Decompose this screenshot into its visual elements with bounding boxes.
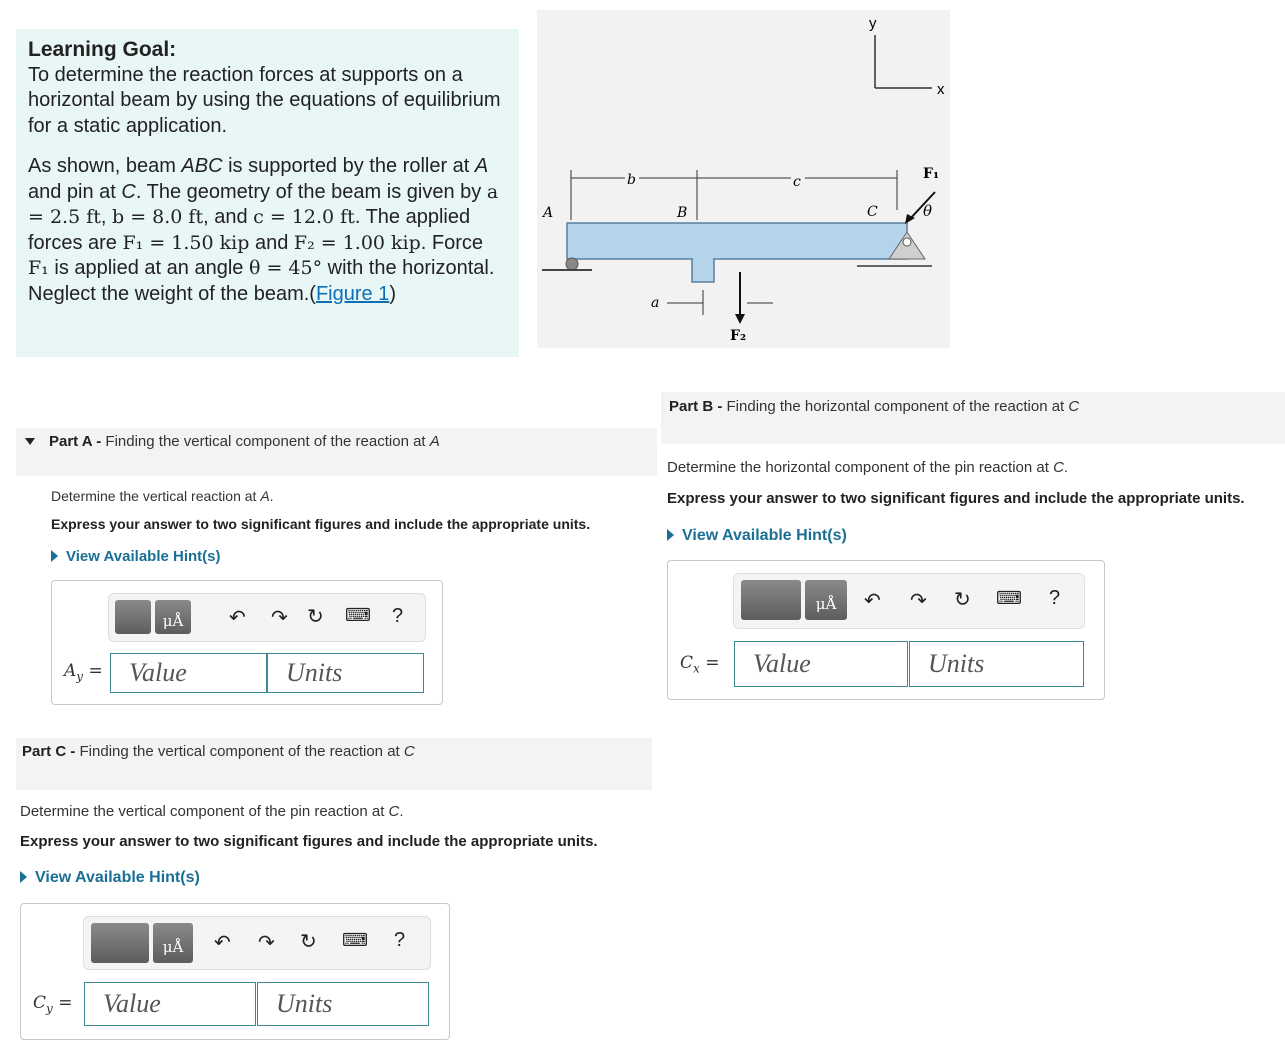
part-b-variable-label: $C_x$ = (680, 653, 720, 676)
point-b-label: B (677, 205, 688, 221)
part-a-value-input[interactable]: Value (110, 653, 267, 693)
dim-c-label: c (793, 174, 801, 190)
redo-icon[interactable]: ↷ (910, 590, 927, 612)
force-f2-label: F₂ (730, 328, 747, 344)
reset-icon[interactable]: ↻ (954, 589, 971, 611)
help-icon[interactable]: ? (1049, 587, 1061, 609)
collapse-triangle-icon[interactable] (25, 438, 35, 445)
part-b-toolbar (733, 573, 1085, 629)
part-b-units-input[interactable]: Units (909, 641, 1084, 687)
point-c-label: C (867, 204, 878, 220)
part-a-variable-label: $A_y$ = (64, 661, 103, 684)
part-a-hints-link[interactable]: View Available Hint(s) (51, 548, 221, 565)
help-icon[interactable]: ? (392, 605, 404, 627)
part-a-units-input[interactable]: Units (267, 653, 424, 693)
roller-support (566, 258, 578, 270)
force-f1-label: F₁ (923, 166, 940, 182)
figure-1-link[interactable]: Figure 1 (315, 282, 390, 305)
learning-goal-panel (16, 29, 519, 357)
y-axis-label: y (869, 15, 877, 32)
part-a-instruction: Determine the vertical reaction at A. (51, 488, 274, 504)
dim-b-label: b (627, 172, 636, 188)
point-a-label: A (543, 205, 554, 221)
redo-icon[interactable]: ↷ (258, 932, 275, 954)
learning-goal-heading: Learning Goal: (28, 38, 177, 61)
part-c-answer-box (20, 903, 450, 1040)
redo-icon[interactable]: ↷ (271, 607, 288, 629)
part-c-header[interactable]: Part C - Finding the vertical component of the reaction at C (16, 738, 652, 790)
part-b-hints-link[interactable]: View Available Hint(s) (667, 527, 847, 545)
part-b-answer-box (667, 560, 1105, 700)
angle-theta-label: θ (923, 202, 933, 220)
problem-statement: As shown, beam ABC is supported by the roller at A and pin at C. The geometry of the beam is given by a = 2.5 ft, b = 8.0 ft, and c = 12.0 ft. The applied forces are F₁ = 1.50 kip and F₂ = 1.00 kip. Force F₁ is applied at an angle θ = 45° with the horizontal. Neglect the weight of the beam.(Figure 1) (28, 155, 499, 305)
part-c-units-input[interactable]: Units (257, 982, 429, 1026)
units-button[interactable]: μÅ (153, 923, 193, 963)
reset-icon[interactable]: ↻ (307, 606, 324, 628)
beam-figure (537, 10, 950, 348)
part-b-express: Express your answer to two significant figures and include the appropriate units. (667, 490, 1245, 507)
templates-icon[interactable] (115, 600, 151, 634)
undo-icon[interactable]: ↶ (229, 607, 246, 629)
keyboard-icon[interactable]: ⌨ (996, 588, 1022, 608)
part-a-header[interactable]: Part A - Finding the vertical component of the reaction at A (16, 428, 657, 476)
help-icon[interactable]: ? (394, 929, 406, 951)
expand-triangle-icon (20, 871, 27, 883)
keyboard-icon[interactable]: ⌨ (342, 930, 368, 950)
part-c-variable-label: $C_y$ = (33, 993, 73, 1016)
undo-icon[interactable]: ↶ (864, 590, 881, 612)
part-c-hints-link[interactable]: View Available Hint(s) (20, 869, 200, 887)
keyboard-icon[interactable]: ⌨ (345, 605, 371, 625)
undo-icon[interactable]: ↶ (214, 932, 231, 954)
part-b-instruction: Determine the horizontal component of the pin reaction at C. (667, 459, 1069, 476)
part-b-value-input[interactable]: Value (734, 641, 908, 687)
part-c-value-input[interactable]: Value (84, 982, 256, 1026)
part-c-toolbar (83, 916, 431, 970)
part-c-instruction: Determine the vertical component of the pin reaction at C. (20, 803, 404, 820)
part-a-express: Express your answer to two significant figures and include the appropriate units. (51, 516, 591, 532)
expand-triangle-icon (667, 529, 674, 541)
x-axis-label: x (937, 81, 945, 98)
part-a-answer-box (51, 580, 443, 705)
part-a-toolbar (108, 593, 426, 642)
part-b-header[interactable]: Part B - Finding the horizontal component of the reaction at C (661, 392, 1285, 444)
beam-bracket (692, 259, 714, 282)
learning-goal-text: To determine the reaction forces at supports on a horizontal beam by using the equations of equilibrium for a static application. (28, 63, 501, 137)
part-c-express: Express your answer to two significant figures and include the appropriate units. (20, 833, 598, 850)
units-button[interactable]: μÅ (155, 600, 191, 634)
reset-icon[interactable]: ↻ (300, 931, 317, 953)
units-button[interactable]: μÅ (805, 580, 847, 620)
expand-triangle-icon (51, 550, 58, 562)
beam (567, 223, 907, 259)
templates-icon[interactable] (741, 580, 801, 620)
templates-icon[interactable] (91, 923, 149, 963)
dim-a-label: a (651, 295, 660, 311)
